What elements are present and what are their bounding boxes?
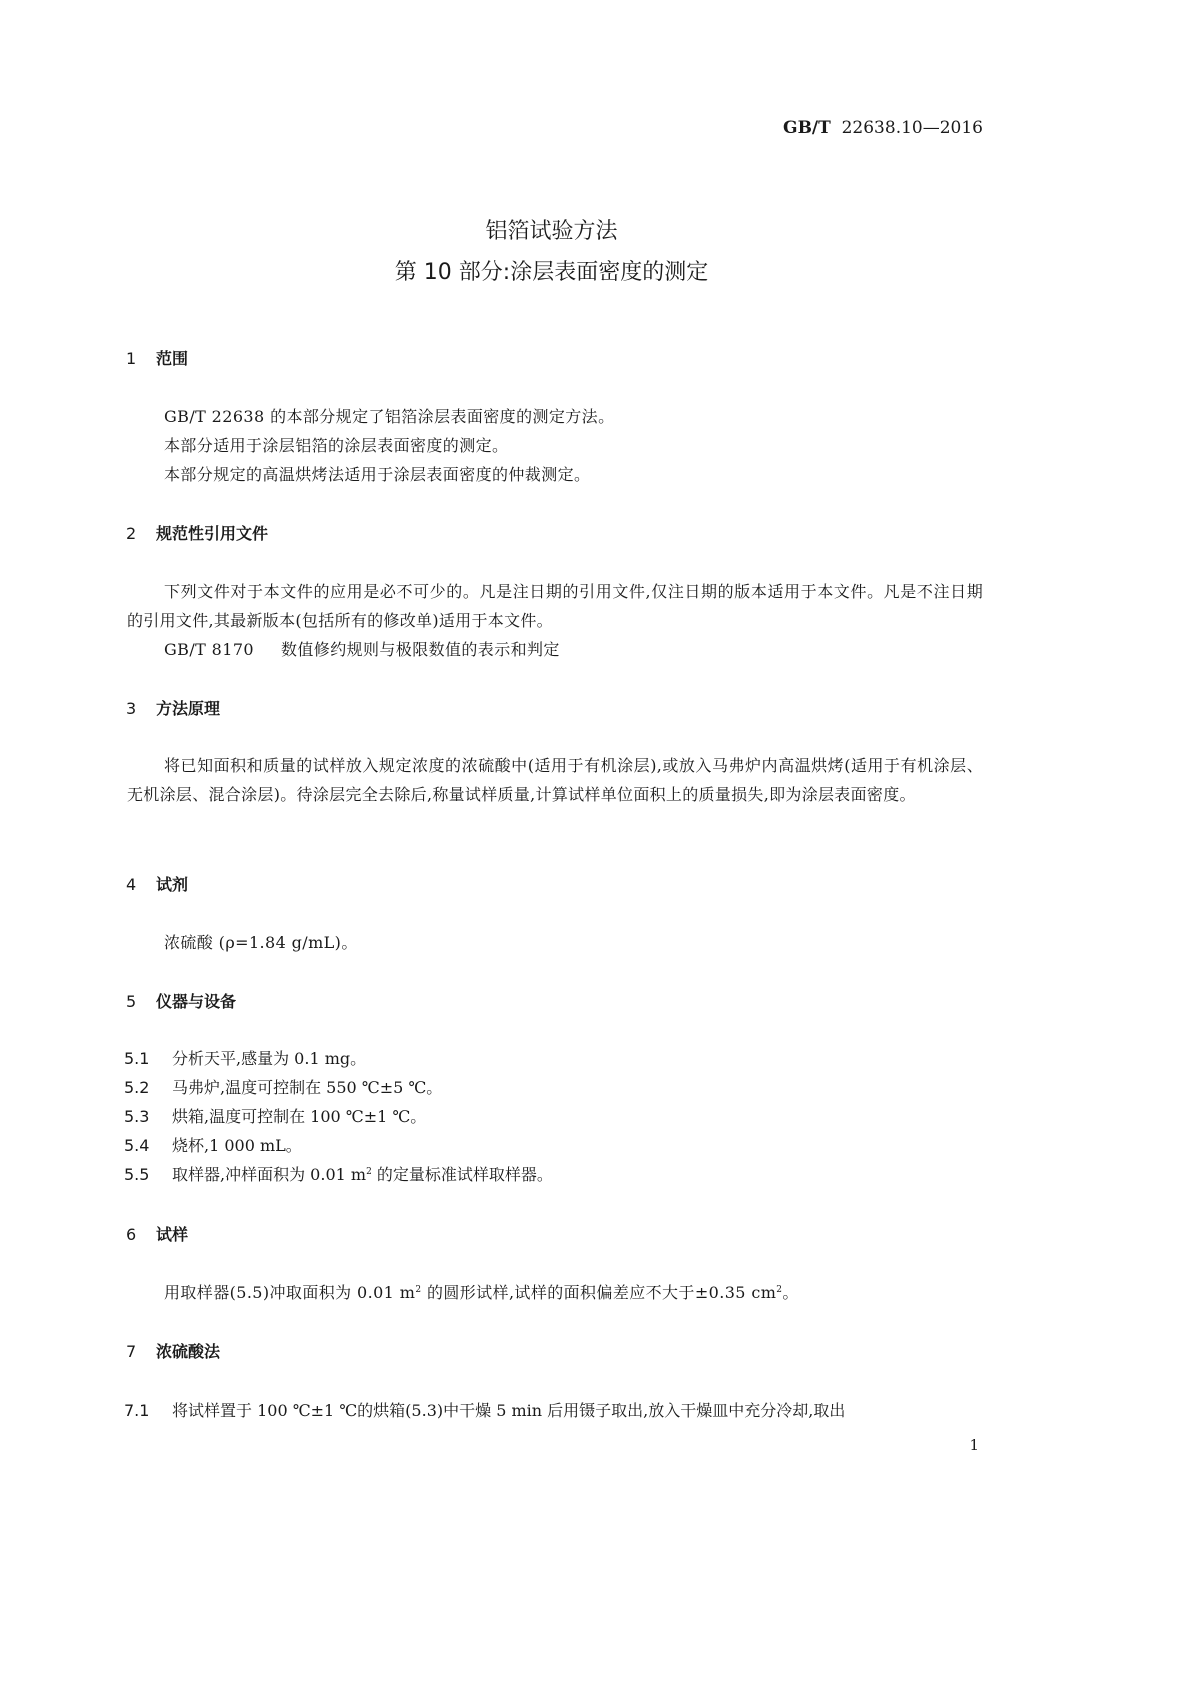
list-item <box>124 1046 366 1069</box>
item-number: 7.1 <box>124 1401 150 1420</box>
section-number: 6 <box>126 1225 137 1244</box>
section-number: 7 <box>126 1342 137 1361</box>
document-subtitle: 第 10 部分:涂层表面密度的测定 <box>394 260 709 285</box>
item-text: 马弗炉,温度可控制在 550 ℃±5 ℃。 <box>172 1078 443 1097</box>
section-title: 仪器与设备 <box>156 992 237 1011</box>
item-text-cont: 的定量标准试样取样器。 <box>371 1165 553 1184</box>
item-text: 分析天平,感量为 0.1 mg。 <box>172 1049 367 1068</box>
section-number: 4 <box>126 875 137 894</box>
text: 。 <box>782 1283 799 1302</box>
section-number: 5 <box>126 992 137 1011</box>
section-heading-2 <box>126 521 268 544</box>
paragraph: 本部分适用于涂层铝箔的涂层表面密度的测定。 <box>164 436 509 455</box>
paragraph: 本部分规定的高温烘烤法适用于涂层表面密度的仲裁测定。 <box>164 465 591 484</box>
superscript: 2 <box>415 1285 422 1295</box>
section-heading-7 <box>126 1339 220 1362</box>
list-item <box>124 1162 553 1185</box>
list-item <box>124 1104 426 1127</box>
text: 用取样器(5.5)冲取面积为 0.01 m <box>164 1283 416 1302</box>
paragraph: 下列文件对于本文件的应用是必不可少的。凡是注日期的引用文件,仅注日期的版本适用于本文件。凡是不注日期的引用文件,其最新版本(包括所有的修改单)适用于本文件。 <box>127 582 983 630</box>
section-number: 2 <box>126 524 137 543</box>
item-text: 烧杯,1 000 mL。 <box>172 1136 302 1155</box>
section-heading-1 <box>126 346 188 369</box>
reference-code: GB/T 8170 <box>164 640 255 659</box>
item-number: 5.1 <box>124 1049 150 1068</box>
text: 的圆形试样,试样的面积偏差应不大于±0.35 cm <box>421 1283 777 1302</box>
section-heading-5 <box>126 989 236 1012</box>
section-title: 试剂 <box>156 875 189 894</box>
section-title: 方法原理 <box>156 699 221 718</box>
item-text: 烘箱,温度可控制在 100 ℃±1 ℃。 <box>172 1107 427 1126</box>
page-number: 1 <box>969 1436 979 1454</box>
paragraph: GB/T 22638 的本部分规定了铝箔涂层表面密度的测定方法。 <box>164 407 615 426</box>
item-number: 5.2 <box>124 1078 150 1097</box>
section-number: 3 <box>126 699 137 718</box>
section-title: 试样 <box>156 1225 189 1244</box>
item-text: 取样器,冲样面积为 0.01 m <box>172 1165 367 1184</box>
reference-title: 数值修约规则与极限数值的表示和判定 <box>281 640 560 659</box>
item-number: 5.4 <box>124 1136 150 1155</box>
paragraph: 浓硫酸 (ρ=1.84 g/mL)。 <box>164 933 358 952</box>
standard-code: 22638.10—2016 <box>841 118 983 138</box>
section-heading-6 <box>126 1222 188 1245</box>
item-number: 5.5 <box>124 1165 150 1184</box>
normative-reference <box>164 637 560 660</box>
superscript: 2 <box>776 1285 783 1295</box>
item-text: 将试样置于 100 ℃±1 ℃的烘箱(5.3)中干燥 5 min 后用镊子取出,放入干燥皿中充分冷却,取出 <box>172 1401 846 1420</box>
list-item <box>124 1398 845 1421</box>
section-title: 规范性引用文件 <box>156 524 269 543</box>
paragraph <box>164 1280 799 1303</box>
superscript: 2 <box>366 1167 372 1177</box>
section-number: 1 <box>126 349 137 368</box>
item-number: 5.3 <box>124 1107 150 1126</box>
section-title: 范围 <box>156 349 189 368</box>
list-item <box>124 1075 442 1098</box>
section-heading-3 <box>126 696 220 719</box>
section-title: 浓硫酸法 <box>156 1342 221 1361</box>
list-item <box>124 1133 302 1156</box>
document-title: 铝箔试验方法 <box>485 219 618 244</box>
paragraph: 将已知面积和质量的试样放入规定浓度的浓硫酸中(适用于有机涂层),或放入马弗炉内高温烘烤(适用于有机涂层、无机涂层、混合涂层)。待涂层完全去除后,称量试样质量,计算试样单位面积上的质量损失,即为涂层表面密度。 <box>127 756 983 804</box>
standard-number <box>783 118 983 138</box>
standard-prefix: GB/T <box>783 118 831 138</box>
section-heading-4 <box>126 872 188 895</box>
